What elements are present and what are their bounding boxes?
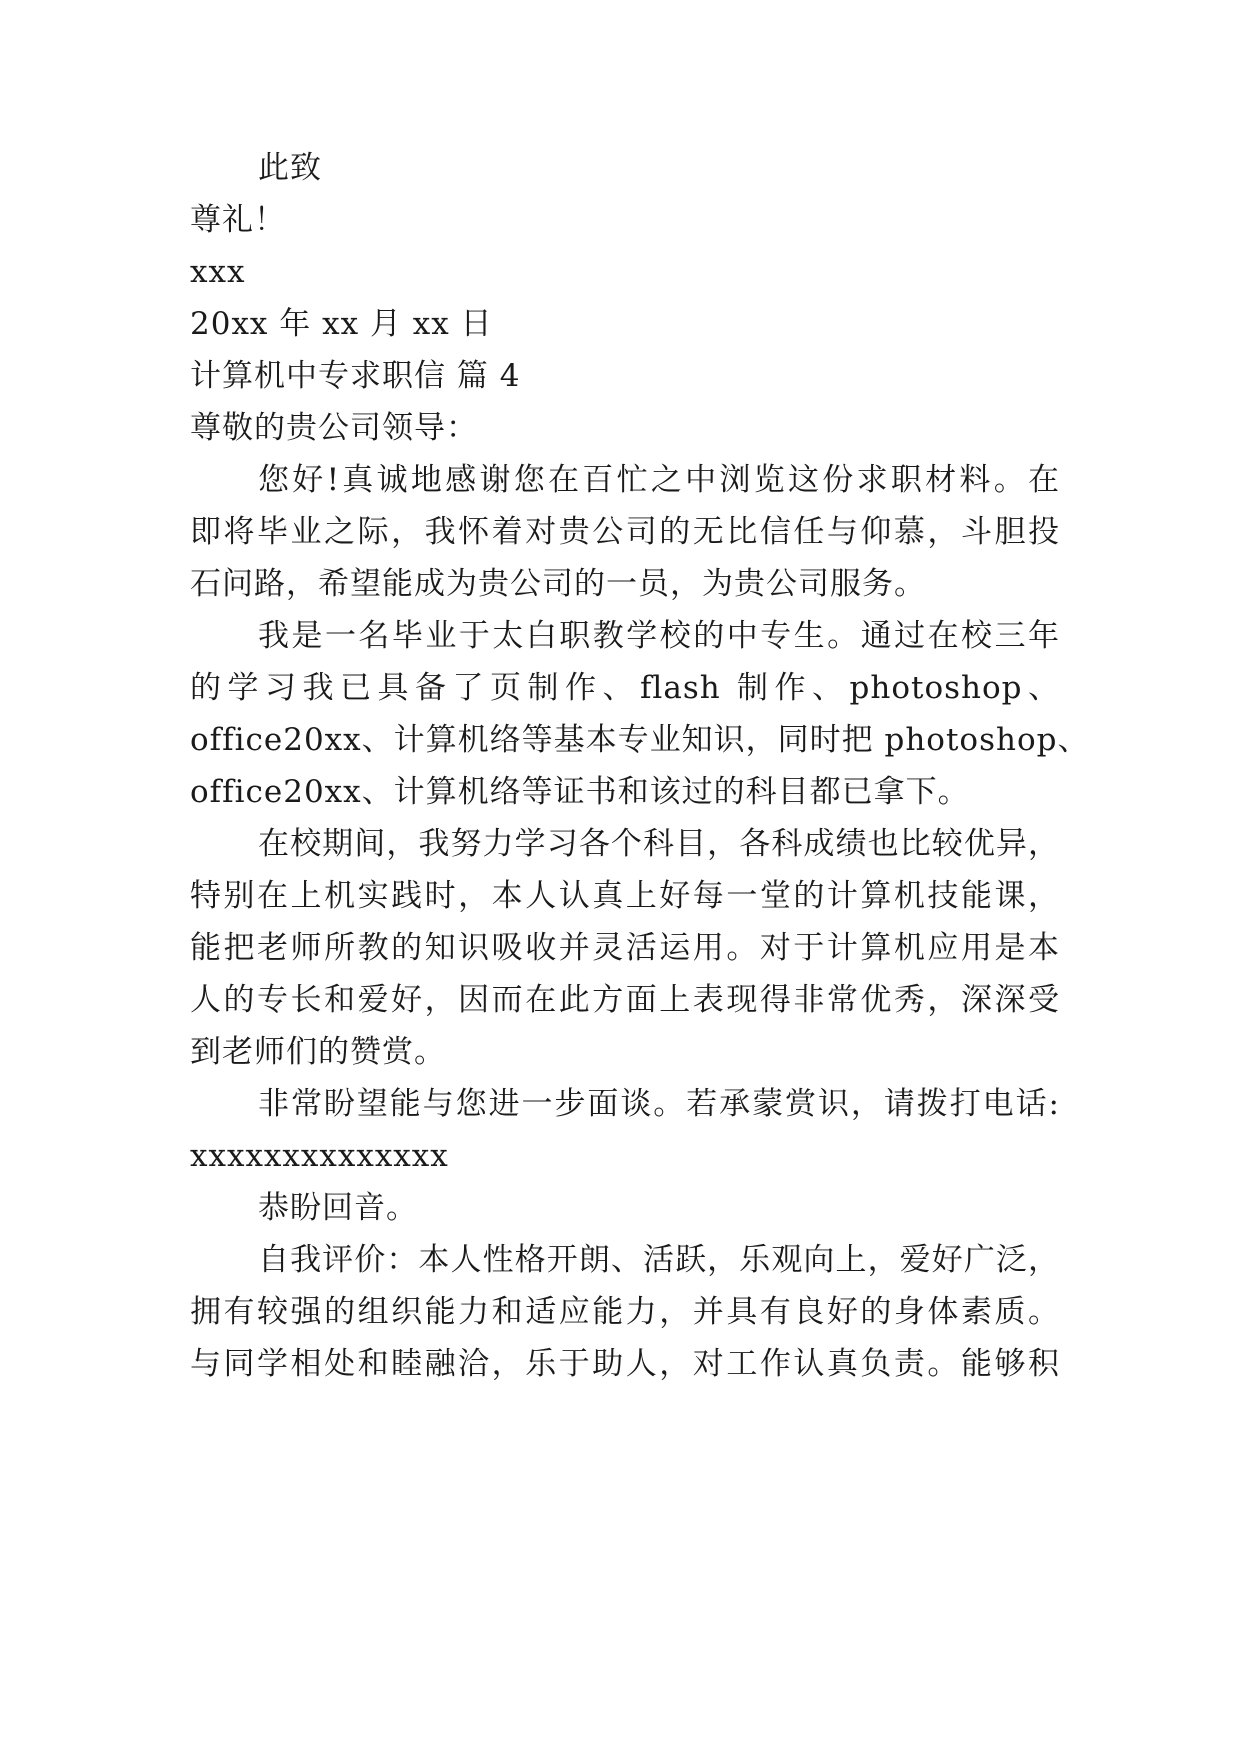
body-line: 即将毕业之际，我怀着对贵公司的无比信任与仰慕，斗胆投 bbox=[190, 514, 1060, 550]
body-line: 的学习我已具备了页制作、flash 制作、photoshop、 bbox=[190, 670, 1060, 706]
body-line: 我是一名毕业于太白职教学校的中专生。通过在校三年 bbox=[258, 618, 1060, 654]
body-line: office20xx、计算机络等基本专业知识，同时把 photoshop、 bbox=[190, 722, 1090, 758]
body-line: office20xx、计算机络等证书和该过的科目都已拿下。 bbox=[190, 774, 970, 810]
body-line: 拥有较强的组织能力和适应能力，并具有良好的身体素质。 bbox=[190, 1294, 1060, 1330]
body-line: 人的专长和爱好，因而在此方面上表现得非常优秀，深深受 bbox=[190, 982, 1060, 1018]
body-line: 非常盼望能与您进一步面谈。若承蒙赏识，请拨打电话: bbox=[258, 1086, 1060, 1122]
body-line: 在校期间，我努力学习各个科目，各科成绩也比较优异， bbox=[258, 826, 1060, 862]
body-line: 到老师们的赞赏。 bbox=[190, 1034, 446, 1070]
body-line: 能把老师所教的知识吸收并灵活运用。对于计算机应用是本 bbox=[190, 930, 1060, 966]
salutation: 尊敬的贵公司领导： bbox=[190, 410, 478, 446]
letter-date: 20xx 年 xx 月 xx 日 bbox=[190, 306, 493, 342]
phone-number: xxxxxxxxxxxxxx bbox=[190, 1138, 449, 1174]
body-line: 您好!真诚地感谢您在百忙之中浏览这份求职材料。在 bbox=[258, 462, 1060, 498]
signature: xxx bbox=[190, 254, 246, 290]
body-line: 恭盼回音。 bbox=[258, 1190, 418, 1226]
closing-line-1: 此致 bbox=[258, 150, 322, 186]
body-line: 与同学相处和睦融洽，乐于助人，对工作认真负责。能够积 bbox=[190, 1346, 1060, 1382]
body-line: 特别在上机实践时，本人认真上好每一堂的计算机技能课， bbox=[190, 878, 1060, 914]
closing-line-2: 尊礼！ bbox=[190, 202, 286, 238]
section-title: 计算机中专求职信 篇 4 bbox=[190, 358, 521, 394]
body-line: 自我评价：本人性格开朗、活跃，乐观向上，爱好广泛， bbox=[258, 1242, 1060, 1278]
body-line: 石问路，希望能成为贵公司的一员，为贵公司服务。 bbox=[190, 566, 926, 602]
